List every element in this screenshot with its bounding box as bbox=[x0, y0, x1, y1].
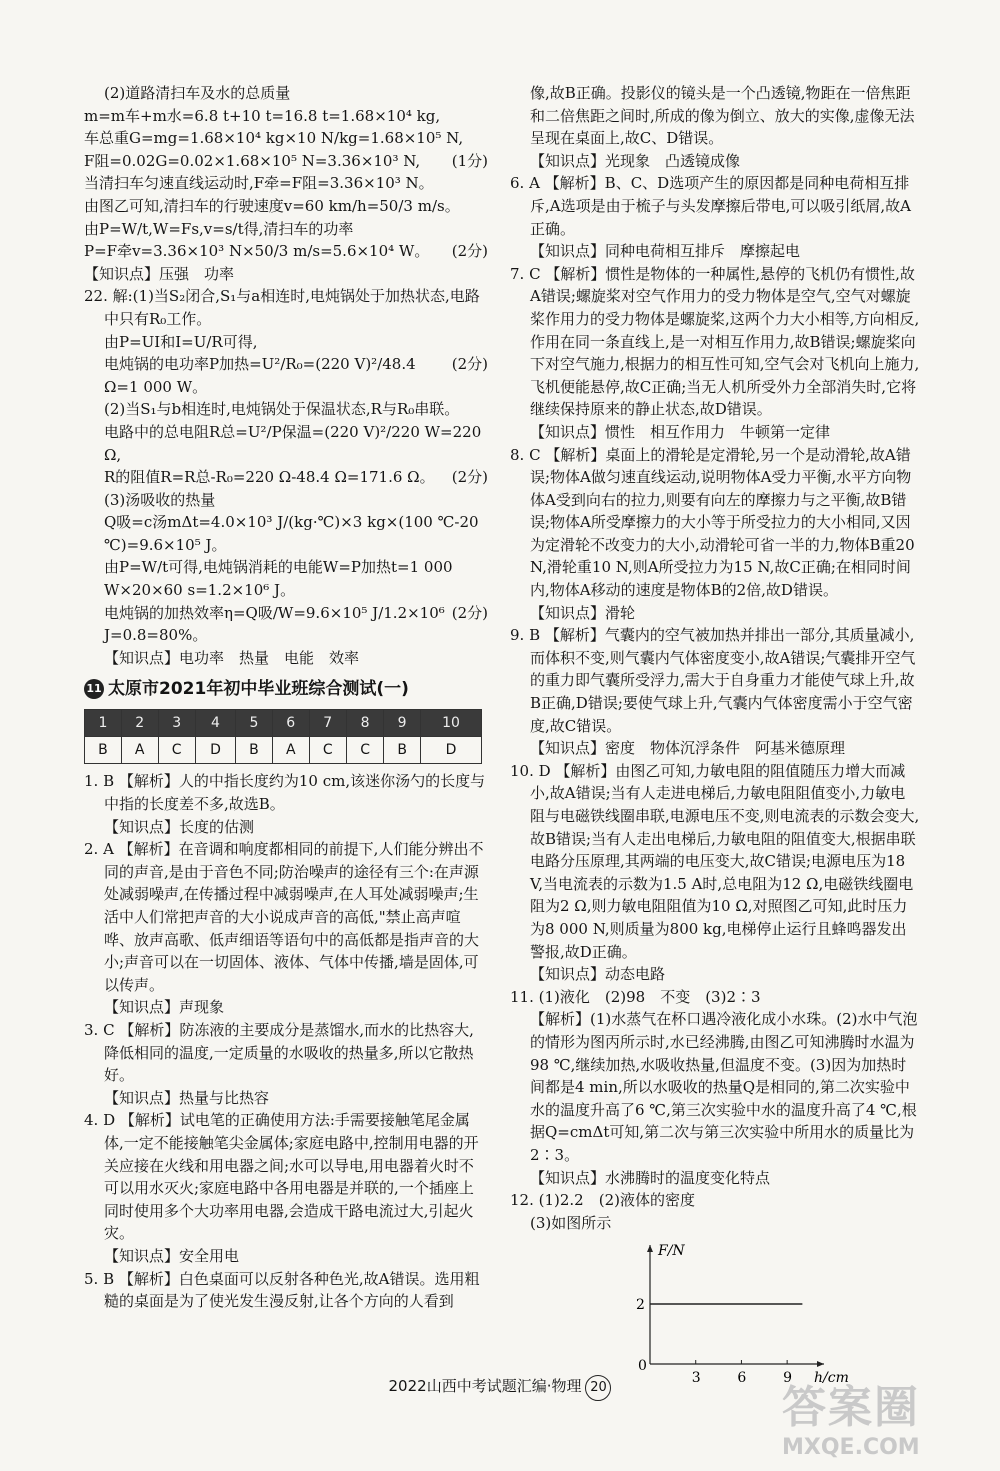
knowledge-point: 【知识点】滑轮 bbox=[530, 603, 636, 622]
knowledge-point: 【知识点】光现象 凸透镜成像 bbox=[530, 151, 741, 170]
q22-line: (2分) 电炖锅的加热效率η=Q吸/W=9.6×10⁵ J/1.2×10⁶ J=0.8=80%。 bbox=[104, 603, 488, 645]
answer-item: 1. B 【解析】人的中指长度约为10 cm,该迷你汤勺的长度与中指的长度差不多,故选B。 bbox=[84, 772, 486, 814]
x-tick-label: 3 bbox=[691, 1370, 701, 1385]
page-number: 20 bbox=[585, 1375, 611, 1401]
score: (2分) bbox=[451, 242, 488, 261]
answer-item: 9. B 【解析】气囊内的空气被加热并排出一部分,其质量减小,而体积不变,则气囊内气体密度变小,故A错误;气囊排开空气的重力即气囊所受浮力,需大于自身重力才能使气球上升,故B正确,D错误;要使气球上升,气囊内气体密度需小于空气密度,故C错误。 bbox=[510, 626, 916, 735]
x-axis-label: h/cm bbox=[814, 1370, 849, 1385]
force-depth-graph bbox=[510, 1234, 920, 1384]
answer-item: 12. (1)2.2 (2)液体的密度 bbox=[510, 1191, 695, 1210]
q21-line: m=m车+m水=6.8 t+10 t=16.8 t=1.68×10⁴ kg, bbox=[84, 106, 441, 125]
y-axis-label: F/N bbox=[658, 1243, 685, 1260]
section-number-badge: 11 bbox=[84, 679, 104, 699]
x-tick-label: 9 bbox=[783, 1370, 793, 1385]
section-title: 11 太原市2021年初中毕业班综合测试(一) bbox=[84, 677, 488, 701]
answer-item: 像,故B正确。投影仪的镜头是一个凸透镜,物距在一倍焦距和二倍焦距之间时,所成的像为倒立、放大的实像,虚像无法呈现在桌面上,故C、D错误。 bbox=[530, 84, 915, 148]
answer-item: 11. (1)液化 (2)98 不变 (3)2∶3 bbox=[510, 987, 761, 1006]
q21-line: (1分) F阻=0.02G=0.02×1.68×10⁵ N=3.36×10³ N, bbox=[84, 150, 488, 173]
score: (2分) bbox=[451, 603, 488, 622]
q22-line: (2)当S₁与b相连时,电炖锅处于保温状态,R与R₀串联。 bbox=[104, 400, 460, 419]
q22-line: 22. 解:(1)当S₂闭合,S₁与a相连时,电炖锅处于加热状态,电路中只有R₀工作。 bbox=[84, 287, 480, 328]
score: (1分) bbox=[451, 151, 488, 170]
knowledge-point: 【知识点】安全用电 bbox=[104, 1246, 240, 1265]
answer-table bbox=[84, 709, 482, 764]
q22-line: (3)汤吸收的热量 bbox=[104, 490, 216, 509]
answer-item: 7. C 【解析】惯性是物体的一种属性,悬停的飞机仍有惯性,故A错误;螺旋桨对空气作用力的受力物体是空气,空气对螺旋桨作用力的受力物体是螺旋桨,这两个力大小相等,方向相反,作用在同一条直线上,是一对相互作用力,故B错误;螺旋桨向下对空气施力,根据力的相互性可知,空气会对飞机向上施力,飞机便能悬停,故C正确;当无人机所受外力全部消失时,它将继续保持原来的静止状态,故D错误。 bbox=[510, 264, 920, 419]
q21-line: 由图乙可知,清扫车的行驶速度v=60 km/h=50/3 m/s。 bbox=[84, 196, 460, 215]
answer-table-row: B A C D B A C C B D bbox=[85, 737, 482, 764]
answer-item: 5. B 【解析】白色桌面可以反射各种色光,故A错误。选用粗糙的桌面是为了使光发生漫反射,让各个方向的人看到 bbox=[84, 1269, 480, 1311]
q21-line: (2分) P=F牵v=3.36×10³ N×50/3 m/s=5.6×10⁴ W。 bbox=[84, 240, 488, 263]
q22-line: Q吸=c汤mΔt=4.0×10³ J/(kg·℃)×3 kg×(100 ℃-20 ℃)=9.6×10⁵ J。 bbox=[104, 513, 479, 554]
answer-item: 3. C 【解析】防冻液的主要成分是蒸馏水,而水的比热容大,降低相同的温度,一定质量的水吸收的热量多,所以它散热好。 bbox=[84, 1020, 474, 1085]
x-axis-arrow bbox=[817, 1361, 824, 1367]
footer-title: 2022山西中考试题汇编·物理 bbox=[388, 1377, 582, 1395]
knowledge-point: 【知识点】压强 功率 bbox=[84, 264, 235, 283]
q22-line: 由P=W/t可得,电炖锅消耗的电能W=P加热t=1 000 W×20×60 s=1.2×10⁶ J。 bbox=[104, 558, 453, 600]
watermark-logo bbox=[782, 1371, 972, 1461]
answer-item: 2. A 【解析】在音调和响度都相同的前提下,人们能分辨出不同的声音,是由于音色不同;防治噪声的途径有三个:在声源处减弱噪声,在传播过程中减弱噪声,在人耳处减弱噪声;生活中人们常把声音的大小说成声音的高低,"禁止高声喧哗、放声高歌、低声细语等语句中的高低都是指声音的大小;声音可以在一切固体、液体、气体中传播,墙是固体,可以传声。 bbox=[84, 840, 484, 994]
answer-analysis: 【解析】(1)水蒸气在杯口遇冷液化成小水珠。(2)水中气泡的情形为图丙所示时,水已经沸腾,由图乙可知沸腾时水温为98 ℃,继续加热,水吸收热量,但温度不变。(3)因为加热时间都是4 min,所以水吸收的热量Q是相同的,第二次实验中水的温度升高了6 ℃,第三次实验中水的温度升高了4 ℃,根据Q=cmΔt可知,第二次与第三次实验中所用水的质量比为2∶3。 bbox=[530, 1010, 918, 1164]
knowledge-point: 【知识点】热量与比热容 bbox=[104, 1088, 270, 1107]
answer-item: 4. D 【解析】试电笔的正确使用方法:手需要接触笔尾金属体,一定不能接触笔尖金属体;家庭电路中,控制用电器的开关应接在火线和用电器之间;水可以导电,用电器着火时不可以用水灭火;家庭电路中各用电器是并联的,一个插座上同时使用多个大功率用电器,会造成干路电流过大,引起火灾。 bbox=[84, 1111, 479, 1243]
knowledge-point: 【知识点】惯性 相互作用力 牛顿第一定律 bbox=[530, 422, 831, 441]
q22-line: (2分) 电炖锅的电功率P加热=U²/R₀=(220 V)²/48.4 Ω=1 000 W。 bbox=[104, 355, 488, 396]
watermark-url: MXQE.COM bbox=[782, 1435, 920, 1460]
right-column bbox=[510, 82, 920, 1384]
answer-item: 8. C 【解析】桌面上的滑轮是定滑轮,另一个是动滑轮,故A错误;物体A做匀速直线运动,说明物体A受力平衡,水平方向物体A受到向右的拉力,则要有向左的摩擦力与之平衡,故B错误;物体A所受摩擦力的大小等于所受拉力的大小相同,又因为定滑轮不改变力的大小,动滑轮可省一半的力,物体B重20 N,滑轮重10 N,则A所受拉力为15 N,故C正确;在相同时间内,物体A移动的速度是物体B的2倍,故D错误。 bbox=[510, 445, 915, 600]
knowledge-point: 【知识点】同种电荷相互排斥 摩擦起电 bbox=[530, 242, 801, 261]
q21-line: 由P=W/t,W=Fs,v=s/t得,清扫车的功率 bbox=[84, 219, 354, 238]
left-column bbox=[84, 82, 488, 1313]
score: (2分) bbox=[451, 355, 488, 374]
q22-line: (2分) R的阻值R=R总-R₀=220 Ω-48.4 Ω=171.6 Ω。 bbox=[84, 466, 488, 489]
answer-item: 10. D 【解析】由图乙可知,力敏电阻的阻值随压力增大而减小,故A错误;当有人走进电梯后,力敏电阻阻值变小,力敏电阻与电磁铁线圈串联,电源电压不变,则电流表的示数会变大,故B错误;当有人走出电梯后,力敏电阻的阻值变大,根据串联电路分压原理,其两端的电压变大,故C错误;电源电压为18 V,当电流表的示数为1.5 A时,总电阻为12 Ω,电磁铁线圈电阻为2 Ω,则力敏电阻阻值为10 Ω,对照图乙可知,此时压力为8 000 N,则质量为800 kg,电梯停止运行且蜂鸣器发出警报,故D正确。 bbox=[510, 761, 920, 961]
knowledge-point: 【知识点】电功率 热量 电能 效率 bbox=[104, 648, 360, 667]
knowledge-point: 【知识点】水沸腾时的温度变化特点 bbox=[530, 1168, 771, 1187]
q22-line: 由P=UI和I=U/R可得, bbox=[104, 332, 258, 351]
knowledge-point: 【知识点】动态电路 bbox=[530, 965, 666, 984]
y-tick-label: 2 bbox=[636, 1297, 645, 1314]
knowledge-point: 【知识点】长度的估测 bbox=[104, 817, 255, 836]
knowledge-point: 【知识点】声现象 bbox=[104, 998, 225, 1017]
knowledge-point: 【知识点】密度 物体沉浮条件 阿基米德原理 bbox=[530, 739, 846, 758]
answer-item: 6. A 【解析】B、C、D选项产生的原因都是同种电荷相互排斥,A选项是由于梳子与头发摩擦后带电,可以吸引纸屑,故A正确。 bbox=[510, 174, 911, 238]
score: (2分) bbox=[451, 468, 488, 487]
q22-line: 电路中的总电阻R总=U²/P保温=(220 V)²/220 W=220 Ω, bbox=[104, 422, 482, 464]
watermark-text: 答案圈 bbox=[782, 1382, 920, 1433]
q21-line: (2)道路清扫车及水的总质量 bbox=[104, 84, 291, 102]
graph-svg bbox=[510, 1234, 920, 1384]
y-axis-arrow bbox=[647, 1245, 653, 1252]
answer-item: (3)如图所示 bbox=[530, 1213, 612, 1232]
origin-label: 0 bbox=[638, 1358, 647, 1375]
q21-line: 当清扫车匀速直线运动时,F牵=F阻=3.36×10³ N。 bbox=[84, 174, 434, 193]
answer-table-header: 1 2 3 4 5 6 7 8 9 10 bbox=[85, 710, 482, 737]
x-tick-label: 6 bbox=[737, 1370, 747, 1385]
q21-line: 车总重G=mg=1.68×10⁴ kg×10 N/kg=1.68×10⁵ N, bbox=[84, 129, 464, 148]
